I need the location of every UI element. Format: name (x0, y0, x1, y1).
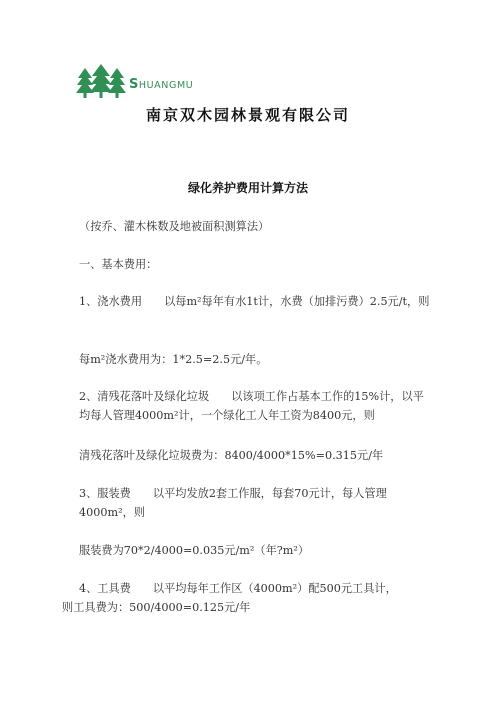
item-4-calc: 则工具费为：500/4000=0.125元/年 (62, 601, 251, 614)
item-1 (79, 292, 434, 311)
item-1-calc: 每m²浇水费用为：1*2.5=2.5元/年。 (79, 353, 268, 366)
item-4-text: 以平均每年工作区（4000m²）配500元工具计， (152, 582, 397, 595)
subtitle: （按乔、灌木株数及地被面积测算法） (79, 220, 270, 233)
company-logo (76, 64, 276, 100)
item-3-calc: 服装费为70*2/4000=0.035元/m²（年?m²） (79, 544, 310, 557)
item-3-text: 以平均发放2套工作服，每套70元计，每人管理4000m²，则 (79, 487, 387, 519)
logo-wordmark: SHUANGMU (129, 77, 194, 92)
item-2-text: 以该项工作占基本工作的15%计，以平均每人管理4000m²计，一个绿化工人年工资为8400元，则 (79, 390, 424, 422)
item-2-calc: 清残花落叶及绿化垃圾费为：8400/4000*15%=0.315元/年 (79, 449, 384, 462)
tree-logo-icon (76, 64, 126, 100)
document-title: 绿化养护费用计算方法 (187, 181, 308, 195)
item-3 (79, 484, 434, 522)
item-4 (79, 579, 451, 598)
item-2-label: 2、清残花落叶及绿化垃圾 (79, 390, 210, 403)
item-1-text: 以每m²每年有水1t计，水费（加排污费）2.5元/t，则 (164, 295, 430, 308)
item-2 (79, 387, 434, 425)
company-name: 南京双木园林景观有限公司 (145, 106, 350, 124)
section-heading: 一、基本费用： (79, 258, 158, 271)
item-1-label: 1、浇水费用 (79, 295, 143, 308)
item-4-label: 4、工具费 (79, 582, 131, 595)
item-3-label: 3、服装费 (79, 487, 131, 500)
